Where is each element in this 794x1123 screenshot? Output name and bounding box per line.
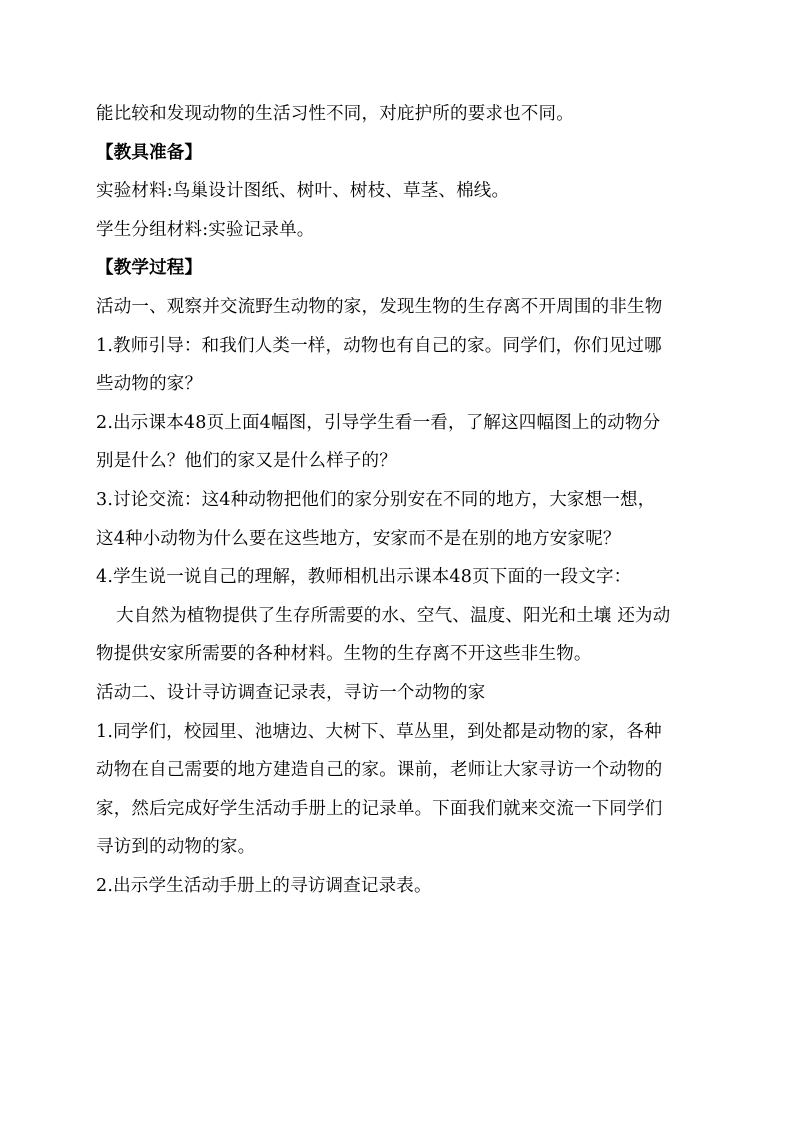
text-line: 动物在自己需要的地方建造自己的家。课前，老师让大家寻访一个动物的 [96,760,663,781]
text-line: 实验材料:鸟巢设计图纸、树叶、树枝、草茎、棉线。 [96,181,510,202]
text-line: 些动物的家？ [96,374,203,395]
quoted-text-line: 物提供安家所需要的各种材料。生物的生存离不开这些非生物。 [96,644,592,665]
text-line: 学生分组材料:实验记录单。 [96,219,315,240]
text-line: 1.同学们，校园里、池塘边、大树下、草丛里，到处都是动物的家，各种 [96,721,662,742]
document-body [96,95,716,905]
quoted-text-line: 大自然为植物提供了生存所需要的水、空气、温度、阳光和土壤 还为动 [116,605,671,626]
text-line: 3.讨论交流：这4种动物把他们的家分别安在不同的地方，大家想一想， [96,489,656,510]
text-line: 2.出示学生活动手册上的寻访调查记录表。 [96,875,432,896]
text-line: 2.出示课本48页上面4幅图，引导学生看一看，了解这四幅图上的动物分 [96,412,661,433]
activity-heading: 活动二、设计寻访调查记录表，寻访一个动物的家 [96,682,486,703]
section-heading: 【教学过程】 [96,258,203,279]
text-line: 别是什么？他们的家又是什么样子的？ [96,451,397,472]
text-line: 能比较和发现动物的生活习性不同，对庇护所的要求也不同。 [96,104,574,124]
text-line: 寻访到的动物的家。 [96,837,256,858]
section-heading: 【教具准备】 [96,142,203,163]
text-line: 家，然后完成好学生活动手册上的记录单。下面我们就来交流一下同学们 [96,798,663,819]
text-line: 4.学生说一说自己的理解，教师相机出示课本48页下面的一段文字： [96,567,632,588]
text-line: 这4种小动物为什么要在这些地方，安家而不是在别的地方安家呢？ [96,528,621,549]
text-line: 1.教师引导：和我们人类一样，动物也有自己的家。同学们，你们见过哪 [96,335,662,356]
activity-heading: 活动一、观察并交流野生动物的家，发现生物的生存离不开周围的非生物 [96,296,663,317]
